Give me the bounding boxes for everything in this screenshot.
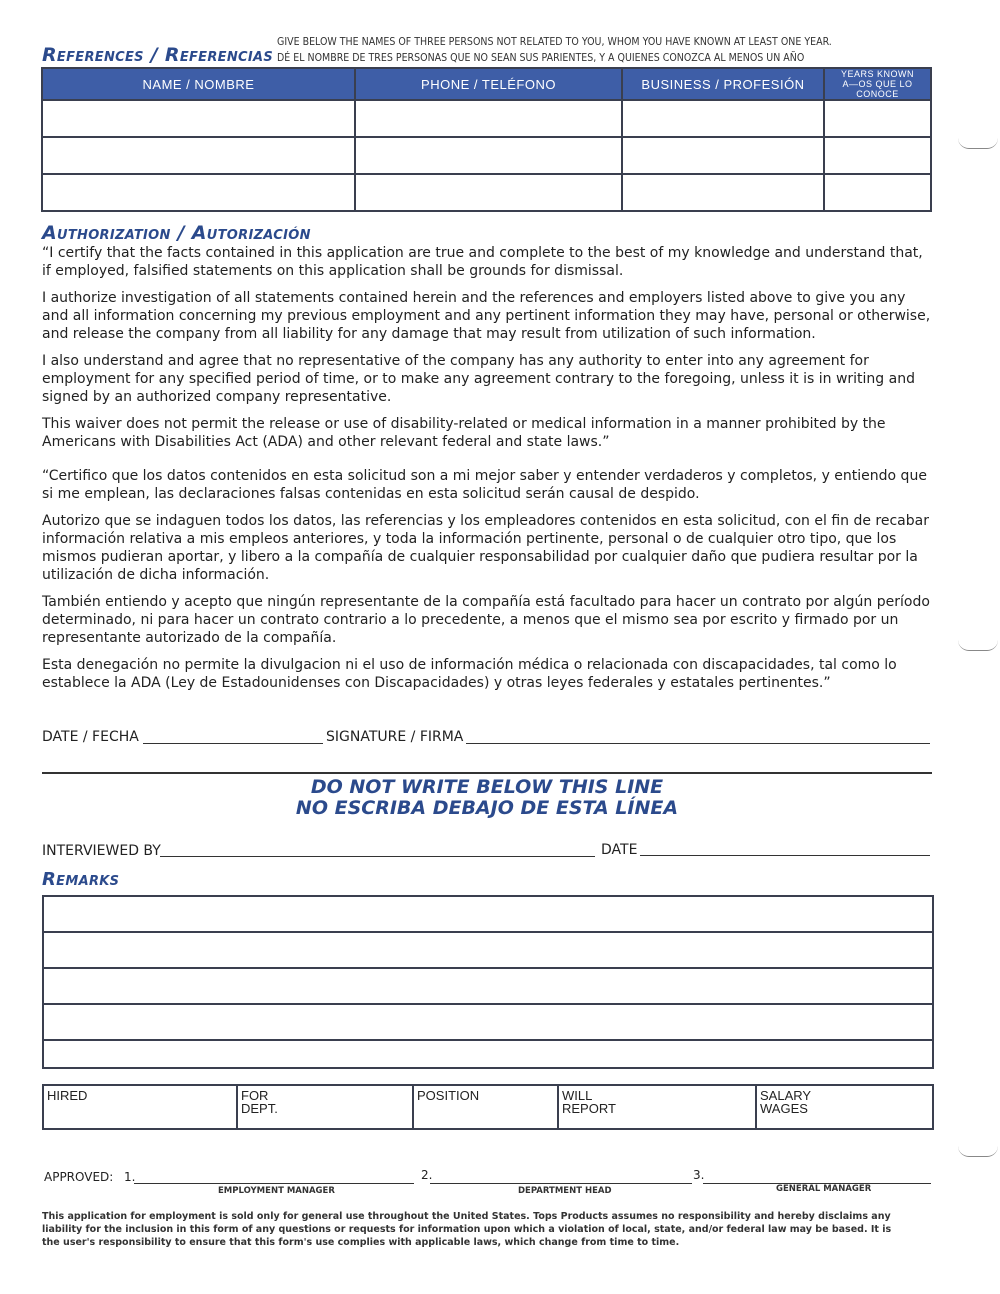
- date-label: DATE / FECHA: [42, 729, 139, 745]
- binder-hole-mark: [958, 138, 998, 149]
- authorization-paragraph: I also understand and agree that no representative of the company has any authority to enter into any agreement for employment for any specified period of time, or to make any agreement contrary to the foregoing, unless it is in writing and signed by an authorized company representative.: [42, 353, 915, 405]
- reference-2-business-field[interactable]: [622, 137, 824, 174]
- authorization-paragraph: “Certifico que los datos contenidos en esta solicitud son a mi mejor saber y entender verdaderos y completos, y entiendo que si me emplean, las declaraciones falsas contenidas en esta solicitud serán causal de despido.: [42, 468, 927, 502]
- signature-field[interactable]: [466, 743, 930, 744]
- column-years-known-es: A—OS QUE LO CONOCE: [842, 79, 913, 99]
- interview-date-label: DATE: [601, 842, 638, 858]
- report-label: REPORT: [562, 1101, 616, 1116]
- binder-hole-mark: [958, 1146, 998, 1157]
- authorization-title: Authorization / Autorización: [42, 222, 311, 244]
- do-not-write-es: NO ESCRIBA DEBAJO DE ESTA LÍNEA: [295, 797, 679, 819]
- references-instruction-es: DÉ EL NOMBRE DE TRES PERSONAS QUE NO SEAN SUS PARIENTES, Y A QUIENES CONOZCA AL MENOS UN AÑO: [277, 51, 805, 64]
- interviewed-by-field[interactable]: [160, 856, 595, 857]
- column-phone: PHONE / TELÉFONO: [355, 68, 622, 100]
- reference-3-business-field[interactable]: [622, 174, 824, 211]
- reference-2-phone-field[interactable]: [355, 137, 622, 174]
- approval-number-2: 2.: [421, 1168, 433, 1182]
- hired-label: HIRED: [47, 1088, 88, 1103]
- reference-1-business-field[interactable]: [622, 100, 824, 137]
- references-title: References / Referencias: [42, 44, 274, 66]
- reference-1-name-field[interactable]: [42, 100, 355, 137]
- reference-3-years-field[interactable]: [824, 174, 931, 211]
- approval-number-3: 3.: [693, 1168, 705, 1182]
- binder-hole-mark: [958, 640, 998, 651]
- approval-number-1: 1.: [124, 1170, 136, 1184]
- reference-1-years-field[interactable]: [824, 100, 931, 137]
- table-row: [42, 100, 931, 137]
- authorization-paragraph: This waiver does not permit the release or use of disability-related or medical information in a manner prohibited by the Americans with Disabilities Act (ADA) and other relevant federal and state laws.”: [42, 416, 886, 450]
- column-business: BUSINESS / PROFESIÓN: [622, 68, 824, 100]
- salary-field[interactable]: [756, 1085, 933, 1129]
- remarks-line[interactable]: [44, 969, 932, 1005]
- column-name: NAME / NOMBRE: [42, 68, 355, 100]
- authorization-text: [42, 244, 932, 692]
- divider-line: [42, 772, 932, 774]
- department-head-caption: DEPARTMENT HEAD: [518, 1186, 612, 1196]
- do-not-write-en: DO NOT WRITE BELOW THIS LINE: [310, 776, 664, 798]
- position-label: POSITION: [417, 1088, 480, 1103]
- remarks-title: Remarks: [42, 869, 120, 890]
- column-years-known: [824, 68, 931, 100]
- table-row: [42, 137, 931, 174]
- remarks-line[interactable]: [44, 1005, 932, 1041]
- hiring-table: [42, 1084, 934, 1130]
- authorization-paragraph: Autorizo que se indaguen todos los datos, las referencias y los empleadores contenidos en esta solicitud, con el fin de recabar información relativa a mis empleos anteriores, y toda la información pertinente, personal o de cualquier otro tipo, que los mismos pudieran aportar, y libero a la compañía de cualquier responsabilidad por cualquier daño que pudiera resultar por la utilización de dicha información.: [42, 513, 929, 583]
- table-row: [42, 174, 931, 211]
- wages-label: WAGES: [760, 1101, 808, 1116]
- will-label: WILL: [562, 1088, 593, 1103]
- salary-label: SALARY: [760, 1088, 812, 1103]
- authorization-paragraph: “I certify that the facts contained in this application are true and complete to the best of my knowledge and understand that, if employed, falsified statements on this application shall be grounds for dismissal.: [42, 245, 923, 279]
- column-years-known-en: YEARS KNOWN: [840, 69, 914, 79]
- position-field[interactable]: [413, 1085, 558, 1129]
- authorization-paragraph: I authorize investigation of all statements contained herein and the references and employers listed above to give you any and all information concerning my previous employment and any pertinent information they may have, personal or otherwise, and release the company from all liability for any damage that may result from utilization of such information.: [42, 290, 931, 342]
- will-report-field[interactable]: [558, 1085, 756, 1129]
- legal-footer: This application for employment is sold only for general use throughout the United States. Tops Products assumes no responsibility and hereby disclaims any liability for the inclusion in this form of any questions or requests for information upon which a violation of local, state, and/or federal law may be based. It is the user's responsibility to ensure that this form's use complies with applicable laws, which change from time to time.: [42, 1211, 892, 1248]
- date-field[interactable]: [143, 743, 323, 744]
- authorization-paragraph: También entiendo y acepto que ningún representante de la compañía está facultado para hacer un contrato por algún período determinado, ni para hacer un contrato contrario a lo precedente, a menos que el mismo sea por escrito y firmado por un representante autorizado de la compañía.: [42, 594, 930, 646]
- remarks-box[interactable]: [42, 895, 934, 1069]
- employment-manager-field[interactable]: [134, 1183, 414, 1184]
- authorization-paragraph: Esta denegación no permite la divulgacion ni el uso de información médica o relacionada con discapacidades, tal como lo establece la ADA (Ley de Estadounidenses con Discapacidades) y otras leyes federales y estatales pertinentes.”: [42, 657, 897, 691]
- interviewed-by-label: INTERVIEWED BY: [42, 843, 161, 859]
- hired-field[interactable]: [43, 1085, 237, 1129]
- signature-label: SIGNATURE / FIRMA: [326, 729, 464, 745]
- dept-label: DEPT.: [241, 1101, 278, 1116]
- dept-field[interactable]: [237, 1085, 413, 1129]
- reference-3-phone-field[interactable]: [355, 174, 622, 211]
- do-not-write-banner: [42, 777, 932, 819]
- approved-label: APPROVED:: [44, 1170, 114, 1184]
- reference-3-name-field[interactable]: [42, 174, 355, 211]
- for-label: FOR: [241, 1088, 269, 1103]
- remarks-line[interactable]: [44, 897, 932, 933]
- general-manager-caption: GENERAL MANAGER: [776, 1184, 872, 1194]
- department-head-field[interactable]: [430, 1183, 692, 1184]
- reference-2-years-field[interactable]: [824, 137, 931, 174]
- remarks-line[interactable]: [44, 933, 932, 969]
- reference-2-name-field[interactable]: [42, 137, 355, 174]
- reference-1-phone-field[interactable]: [355, 100, 622, 137]
- references-instruction-en: GIVE BELOW THE NAMES OF THREE PERSONS NOT RELATED TO YOU, WHOM YOU HAVE KNOWN AT LEAST ONE YEAR.: [277, 35, 832, 48]
- references-table: [41, 67, 932, 212]
- employment-manager-caption: EMPLOYMENT MANAGER: [218, 1186, 335, 1196]
- interview-date-field[interactable]: [640, 855, 930, 856]
